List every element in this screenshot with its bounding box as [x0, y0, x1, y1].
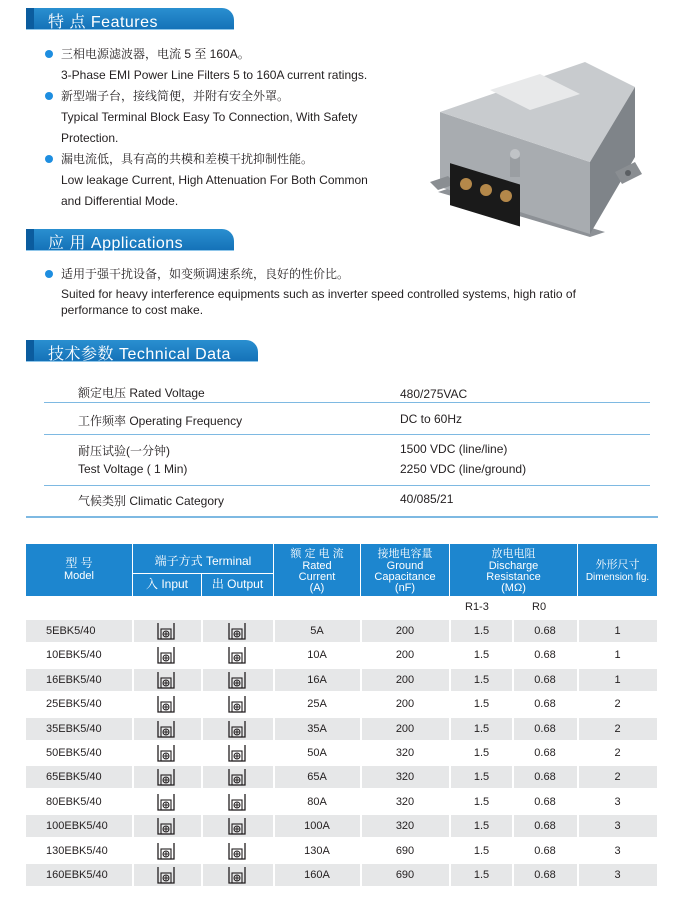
table-row	[26, 693, 657, 715]
column-separator	[360, 693, 362, 715]
r0-cell: 0.68	[534, 722, 556, 735]
current-cell: 50A	[307, 747, 327, 759]
dimension-cell: 2	[614, 698, 621, 711]
model-cell: 25EBK5/40	[46, 698, 102, 711]
banner-tab	[26, 229, 34, 250]
column-separator	[449, 815, 451, 837]
column-separator	[273, 620, 275, 642]
subheader-r0: R0	[532, 601, 547, 613]
column-separator	[577, 620, 579, 642]
r13-cell: 1.5	[473, 722, 490, 735]
model-cell: 160EBK5/40	[46, 869, 108, 881]
column-separator	[273, 864, 275, 886]
r13-cell: 1.5	[473, 649, 490, 662]
input-terminal-icon	[157, 671, 175, 689]
column-separator	[449, 742, 451, 764]
header-output: 出 Output	[211, 577, 264, 591]
features-heading: 特 点 Features	[48, 14, 159, 31]
input-terminal-icon	[157, 817, 175, 835]
table-row	[26, 840, 657, 862]
column-separator	[132, 864, 134, 886]
current-cell: 35A	[307, 722, 327, 735]
table-row	[26, 864, 657, 886]
applications-en-line1: Suited for heavy interference equipments such as inverter speed controlled systems, high ratio of	[61, 287, 576, 301]
r0-cell: 0.68	[534, 673, 556, 686]
column-separator	[201, 693, 203, 715]
column-separator	[449, 644, 451, 666]
column-separator	[449, 791, 451, 813]
input-terminal-icon	[157, 866, 175, 884]
model-cell: 100EBK5/40	[46, 820, 108, 833]
output-terminal-icon	[228, 695, 246, 713]
r13-cell: 1.5	[473, 673, 490, 686]
applications-en-line2: performance to cost make.	[61, 303, 204, 317]
capacitance-cell: 690	[395, 869, 415, 881]
feature-1-zh: 三相电源滤波器，电流 5 至 160A。	[61, 47, 250, 61]
table-row	[26, 620, 657, 642]
header-resistance-zh: 放电电阻	[491, 548, 536, 560]
output-terminal-icon	[228, 622, 246, 640]
output-terminal-icon	[228, 793, 246, 811]
tech-key: Test Voltage ( 1 Min)	[78, 462, 188, 476]
output-terminal-icon	[228, 671, 246, 689]
output-terminal-icon	[228, 720, 246, 738]
technical-heading: 技术参数 Technical Data	[48, 346, 231, 363]
column-separator	[360, 742, 362, 764]
feature-2-en-line1: Typical Terminal Block Easy To Connection, With Safety	[61, 110, 358, 124]
column-separator	[201, 742, 203, 764]
column-separator	[512, 766, 514, 788]
r0-cell: 0.68	[534, 698, 556, 711]
dimension-cell: 3	[614, 820, 621, 833]
header-resistance-unit: (MΩ)	[501, 582, 526, 594]
header-model-en: Model	[64, 570, 94, 582]
column-separator	[577, 791, 579, 813]
header-current-en2: Current	[298, 571, 336, 583]
column-separator	[449, 620, 451, 642]
r0-cell: 0.68	[534, 649, 556, 662]
table-row	[26, 669, 657, 691]
input-terminal-icon	[157, 842, 175, 860]
column-separator	[512, 840, 514, 862]
tech-value: 40/085/21	[400, 492, 454, 506]
capacitance-cell: 200	[395, 673, 415, 686]
output-terminal-icon	[228, 768, 246, 786]
column-separator	[132, 791, 134, 813]
column-separator	[449, 840, 451, 862]
tech-value: 480/275VAC	[400, 387, 468, 401]
r13-cell: 1.5	[473, 747, 490, 759]
tech-key: 耐压试验(一分钟)	[78, 444, 170, 458]
column-separator	[577, 766, 579, 788]
column-separator	[512, 815, 514, 837]
header-dimension-zh: 外形尺寸	[595, 559, 640, 571]
column-separator	[273, 718, 275, 740]
applications-zh: 适用于强干扰设备，如变频调速系统，良好的性价比。	[61, 267, 350, 281]
column-separator	[273, 766, 275, 788]
column-separator	[577, 669, 579, 691]
table-row	[26, 766, 657, 788]
input-terminal-icon	[157, 720, 175, 738]
input-terminal-icon	[157, 622, 175, 640]
divider	[44, 485, 650, 486]
current-cell: 5A	[310, 625, 324, 637]
header-dimension-en: Dimension fig.	[585, 572, 650, 583]
column-separator	[132, 840, 134, 862]
column-separator	[512, 620, 514, 642]
r13-cell: 1.5	[473, 698, 490, 711]
column-separator	[512, 669, 514, 691]
features-banner	[26, 8, 234, 29]
column-separator	[132, 766, 134, 788]
feature-1-en: 3-Phase EMI Power Line Filters 5 to 160A current ratings.	[61, 68, 368, 82]
column-separator	[577, 815, 579, 837]
column-separator	[449, 693, 451, 715]
output-terminal-icon	[228, 744, 246, 762]
column-separator	[201, 644, 203, 666]
column-separator	[132, 669, 134, 691]
bullet-icon	[45, 155, 53, 163]
column-separator	[132, 693, 134, 715]
r0-cell: 0.68	[534, 844, 556, 857]
feature-3-zh: 漏电流低，具有高的共模和差模干扰抑制性能。	[61, 152, 314, 166]
divider	[26, 516, 658, 518]
column-separator	[449, 864, 451, 886]
table-row	[26, 815, 657, 837]
r13-cell: 1.5	[473, 795, 490, 808]
column-separator	[201, 791, 203, 813]
tech-value: 1500 VDC (line/line)	[400, 442, 508, 456]
r13-cell: 1.5	[473, 869, 490, 881]
capacitance-cell: 200	[395, 698, 415, 711]
model-cell: 80EBK5/40	[46, 795, 102, 808]
column-separator	[360, 815, 362, 837]
header-current-unit: (A)	[309, 582, 325, 594]
dimension-cell: 1	[614, 673, 621, 686]
column-separator	[577, 864, 579, 886]
header-resistance-en2: Resistance	[486, 571, 541, 583]
column-separator	[273, 693, 275, 715]
current-cell: 10A	[307, 649, 327, 662]
table-row	[26, 742, 657, 764]
capacitance-cell: 320	[395, 747, 415, 759]
model-cell: 16EBK5/40	[46, 673, 102, 686]
banner-tab	[26, 8, 34, 29]
column-separator	[201, 669, 203, 691]
column-separator	[360, 791, 362, 813]
subheader-r13: R1-3	[465, 601, 489, 613]
header-input: 入 Input	[145, 577, 189, 591]
capacitance-cell: 200	[395, 649, 415, 662]
column-separator	[132, 742, 134, 764]
dimension-cell: 3	[614, 869, 621, 881]
r0-cell: 0.68	[534, 869, 556, 881]
capacitance-cell: 320	[395, 795, 415, 808]
tech-key: 额定电压 Rated Voltage	[78, 386, 205, 400]
header-capacitance-unit: (nF)	[394, 582, 416, 594]
column-separator	[360, 864, 362, 886]
output-terminal-icon	[228, 866, 246, 884]
column-separator	[273, 669, 275, 691]
input-terminal-icon	[157, 646, 175, 664]
applications-heading: 应 用 Applications	[48, 235, 184, 252]
column-separator	[132, 644, 134, 666]
current-cell: 80A	[307, 795, 327, 808]
current-cell: 160A	[304, 869, 330, 881]
column-separator	[132, 718, 134, 740]
column-separator	[360, 644, 362, 666]
dimension-cell: 2	[614, 722, 621, 735]
table-row	[26, 791, 657, 813]
output-terminal-icon	[228, 817, 246, 835]
column-separator	[132, 620, 134, 642]
applications-banner	[26, 229, 234, 250]
feature-2-en-line2: Protection.	[61, 131, 119, 145]
dimension-cell: 2	[614, 771, 621, 784]
banner-tab	[26, 340, 34, 361]
column-separator	[132, 815, 134, 837]
column-separator	[360, 766, 362, 788]
header-current-en1: Rated	[302, 560, 332, 572]
column-separator	[577, 718, 579, 740]
tech-key: 工作频率 Operating Frequency	[78, 414, 243, 428]
model-table-header	[26, 544, 657, 596]
table-row	[26, 644, 657, 666]
input-terminal-icon	[157, 768, 175, 786]
r0-cell: 0.68	[534, 795, 556, 808]
capacitance-cell: 200	[395, 722, 415, 735]
column-separator	[449, 718, 451, 740]
header-current-zh: 额 定 电 流	[290, 548, 344, 560]
dimension-cell: 1	[614, 649, 621, 662]
column-separator	[273, 815, 275, 837]
current-cell: 100A	[304, 820, 330, 833]
column-separator	[201, 766, 203, 788]
header-model-zh: 型 号	[65, 556, 93, 570]
column-separator	[512, 791, 514, 813]
column-separator	[201, 718, 203, 740]
current-cell: 25A	[307, 698, 327, 711]
header-capacitance-en2: Capacitance	[374, 571, 436, 583]
header-separator	[133, 573, 273, 574]
column-separator	[360, 840, 362, 862]
dimension-cell: 2	[614, 747, 621, 759]
dimension-cell: 1	[614, 625, 621, 637]
column-separator	[512, 742, 514, 764]
column-separator	[273, 791, 275, 813]
feature-3-en-line2: and Differential Mode.	[61, 194, 179, 208]
column-separator	[449, 669, 451, 691]
filter-product-image	[430, 42, 660, 242]
feature-3-en-line1: Low leakage Current, High Attenuation For Both Common	[61, 173, 368, 187]
column-separator	[512, 693, 514, 715]
current-cell: 16A	[307, 673, 327, 686]
column-separator	[577, 840, 579, 862]
r13-cell: 1.5	[473, 844, 490, 857]
current-cell: 130A	[304, 844, 330, 857]
column-separator	[201, 815, 203, 837]
header-capacitance-en1: Ground	[386, 560, 424, 572]
column-separator	[449, 766, 451, 788]
column-separator	[577, 742, 579, 764]
input-terminal-icon	[157, 793, 175, 811]
model-cell: 10EBK5/40	[46, 649, 102, 662]
output-terminal-icon	[228, 842, 246, 860]
technical-banner	[26, 340, 258, 361]
capacitance-cell: 200	[395, 625, 415, 637]
divider	[44, 402, 650, 403]
input-terminal-icon	[157, 744, 175, 762]
r0-cell: 0.68	[534, 625, 556, 637]
capacitance-cell: 690	[395, 844, 415, 857]
column-separator	[273, 742, 275, 764]
r0-cell: 0.68	[534, 771, 556, 784]
bullet-icon	[45, 270, 53, 278]
model-cell: 50EBK5/40	[46, 747, 102, 759]
column-separator	[201, 840, 203, 862]
capacitance-cell: 320	[395, 771, 415, 784]
model-cell: 35EBK5/40	[46, 722, 102, 735]
feature-2-zh: 新型端子台，接线简便，并附有安全外罩。	[61, 89, 290, 103]
dimension-cell: 3	[614, 795, 621, 808]
column-separator	[273, 840, 275, 862]
tech-value: 2250 VDC (line/ground)	[400, 462, 527, 476]
r13-cell: 1.5	[473, 625, 490, 637]
table-row	[26, 718, 657, 740]
r13-cell: 1.5	[473, 771, 490, 784]
header-terminal: 端子方式 Terminal	[154, 554, 252, 568]
current-cell: 65A	[307, 771, 327, 784]
bullet-icon	[45, 50, 53, 58]
column-separator	[360, 620, 362, 642]
column-separator	[360, 669, 362, 691]
divider	[44, 434, 650, 435]
column-separator	[577, 644, 579, 666]
column-separator	[360, 718, 362, 740]
output-terminal-icon	[228, 646, 246, 664]
column-separator	[201, 620, 203, 642]
input-terminal-icon	[157, 695, 175, 713]
column-separator	[512, 718, 514, 740]
r0-cell: 0.68	[534, 747, 556, 759]
column-separator	[273, 644, 275, 666]
tech-key: 气候类别 Climatic Category	[78, 494, 225, 508]
dimension-cell: 3	[614, 844, 621, 857]
r0-cell: 0.68	[534, 820, 556, 833]
model-cell: 65EBK5/40	[46, 771, 102, 784]
column-separator	[577, 693, 579, 715]
model-cell: 130EBK5/40	[46, 844, 108, 857]
r13-cell: 1.5	[473, 820, 490, 833]
tech-value: DC to 60Hz	[400, 412, 463, 426]
column-separator	[512, 644, 514, 666]
bullet-icon	[45, 92, 53, 100]
capacitance-cell: 320	[395, 820, 415, 833]
column-separator	[201, 864, 203, 886]
header-capacitance-zh: 接地电容量	[377, 548, 433, 560]
header-resistance-en1: Discharge	[488, 560, 539, 572]
column-separator	[512, 864, 514, 886]
model-cell: 5EBK5/40	[46, 625, 96, 637]
